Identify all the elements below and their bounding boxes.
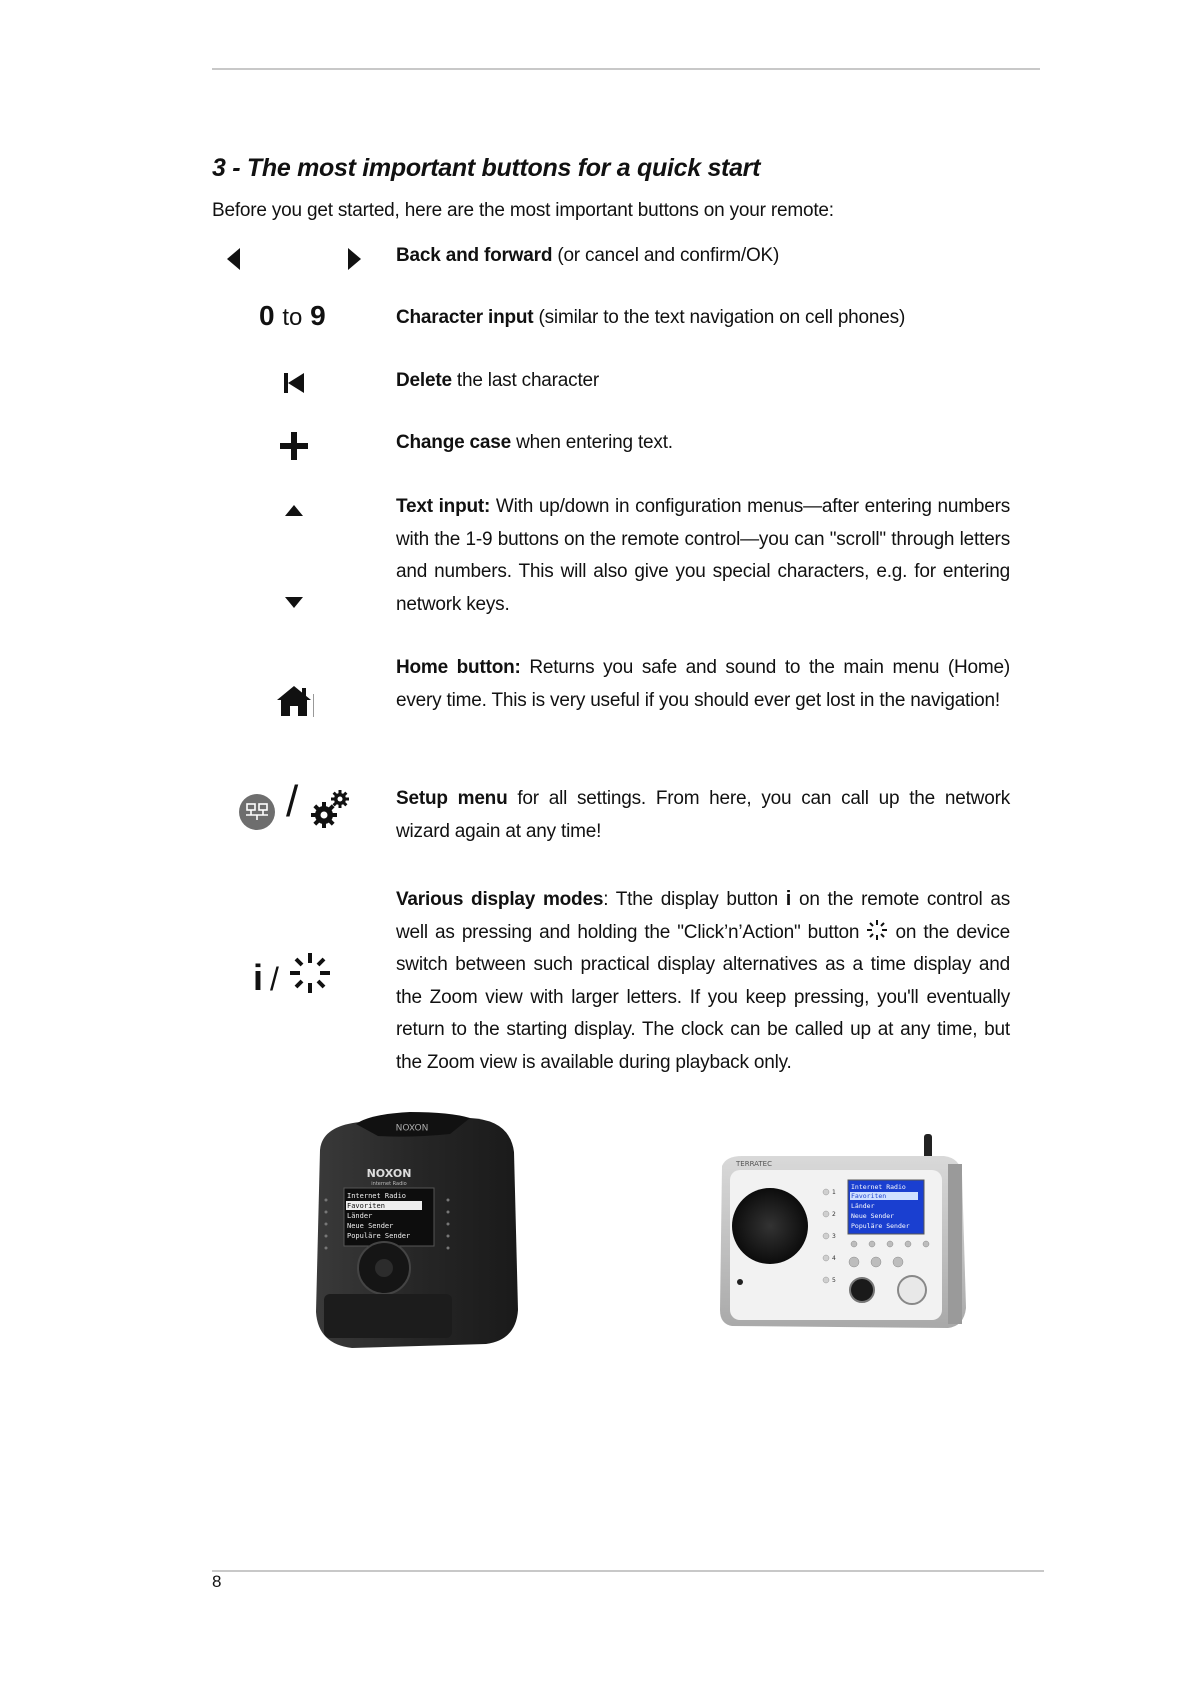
row-term: Change case [396, 432, 512, 453]
footer-rule [212, 1570, 1044, 1572]
row-icons [212, 652, 382, 752]
arrow-down-icon [285, 597, 303, 608]
radio-screen-line-selected: Favoriten [851, 1192, 887, 1200]
arrow-up-icon [285, 505, 303, 516]
row-home-button [212, 652, 1012, 752]
header-rule [212, 68, 1040, 70]
row-icons [212, 491, 382, 621]
row-setup-menu [212, 777, 1012, 853]
radio-preset-label: 3 [832, 1233, 836, 1240]
cube-brand: NOXON [366, 1167, 412, 1180]
row-text: on the remote control as well as pressing and holding the "Click’n’Action" button [396, 889, 1010, 943]
row-description [396, 652, 1010, 717]
section-heading: 3 - The most important buttons for a quick start [212, 154, 761, 182]
cube-screen-line: Internet Radio [347, 1192, 407, 1200]
home-icon [275, 684, 315, 718]
row-text: Returns you safe and sound to the main menu (Home) every time. This is very useful if you should ever get lost in the navigation! [396, 657, 1011, 711]
row-text-input [212, 491, 1012, 621]
arrow-right-icon [348, 248, 361, 270]
row-icons [212, 427, 382, 461]
row-change-case [212, 427, 1012, 461]
radio-preset-label: 5 [832, 1277, 836, 1284]
row-text: (similar to the text navigation on cell phones) [533, 307, 906, 328]
row-term: Back and forward [396, 245, 553, 266]
row-term: Setup menu [396, 788, 508, 809]
row-term: Various display modes [396, 889, 604, 910]
row-term: Delete [396, 370, 452, 391]
row-back-forward [212, 240, 1012, 274]
radio-brand: TERRATEC [736, 1160, 772, 1168]
inline-info-i-icon: i [785, 888, 792, 910]
row-text: for all settings. From here, you can call up the network wizard again at any time! [396, 788, 1010, 842]
row-text: on the device switch between such practical display alternatives as a time display and the Zoom view with larger letters. If you keep pressing, you'll eventually return to the starting display. The clock can be called up at any time, but the Zoom view is available during playback only. [396, 921, 1010, 1073]
row-text: the last character [451, 370, 600, 391]
cube-screen-line: Populäre Sender [347, 1232, 411, 1240]
slash-separator: / [270, 961, 279, 997]
digit-to-word: to [282, 304, 303, 331]
row-icons [212, 777, 382, 853]
row-description [396, 491, 1010, 621]
page-number: 8 [212, 1572, 222, 1591]
cube-top-brand: NOXON [395, 1121, 429, 1131]
digit-to: 9 [310, 300, 326, 331]
cube-subtitle: internet Radio [371, 1181, 407, 1187]
slash-separator: / [286, 777, 299, 826]
cube-screen-line: Länder [347, 1212, 373, 1220]
inline-click-n-action-icon [866, 919, 888, 941]
row-text: With up/down in configuration menus—after entering numbers with the 1-9 buttons on the remote control—you can "scroll" through letters and numbers. This will also give you special characters, e.g. for entering network keys. [396, 496, 1010, 615]
row-text: when entering text. [511, 432, 673, 453]
row-display-modes [212, 883, 1012, 1079]
row-delete [212, 365, 1012, 399]
skip-back-icon [282, 371, 306, 395]
digit-from: 0 [259, 300, 275, 331]
cube-screen-line: Neue Sender [347, 1222, 394, 1230]
radio-preset-label: 4 [832, 1255, 836, 1262]
row-text: : Tthe display button [603, 889, 786, 910]
row-icons [212, 365, 382, 399]
plus-icon [279, 431, 309, 461]
info-i-icon: i [253, 957, 264, 998]
noxon-cube-device-image [300, 1112, 530, 1352]
row-term: Home button: [396, 657, 521, 678]
row-description [396, 365, 1010, 398]
row-description [396, 240, 1010, 273]
radio-preset-label: 2 [832, 1211, 836, 1218]
radio-screen-line: Populäre Sender [851, 1222, 910, 1230]
gears-icon [308, 787, 352, 831]
arrow-left-icon [227, 248, 240, 270]
row-term: Text input: [396, 496, 491, 517]
row-description [396, 427, 1010, 460]
digits-0-to-9-icon [259, 300, 326, 332]
cube-screen-line-selected: Favoriten [347, 1202, 385, 1210]
network-setup-icon [238, 793, 276, 831]
radio-screen-line: Neue Sender [851, 1212, 895, 1220]
row-text: (or cancel and confirm/OK) [552, 245, 780, 266]
row-description [396, 302, 1010, 335]
terratec-radio-device-image [712, 1112, 972, 1352]
row-character-input [212, 302, 1012, 336]
row-icons [212, 302, 382, 336]
radio-preset-label: 1 [832, 1189, 836, 1196]
row-icons [212, 240, 382, 274]
radio-screen-line: Länder [851, 1202, 875, 1210]
row-description [396, 783, 1010, 848]
row-term: Character input [396, 307, 534, 328]
click-n-action-icon [288, 951, 332, 995]
row-icons [212, 883, 382, 1079]
radio-screen-line: Internet Radio [851, 1183, 906, 1191]
row-description [396, 883, 1010, 1079]
intro-text: Before you get started, here are the most important buttons on your remote: [212, 200, 834, 221]
